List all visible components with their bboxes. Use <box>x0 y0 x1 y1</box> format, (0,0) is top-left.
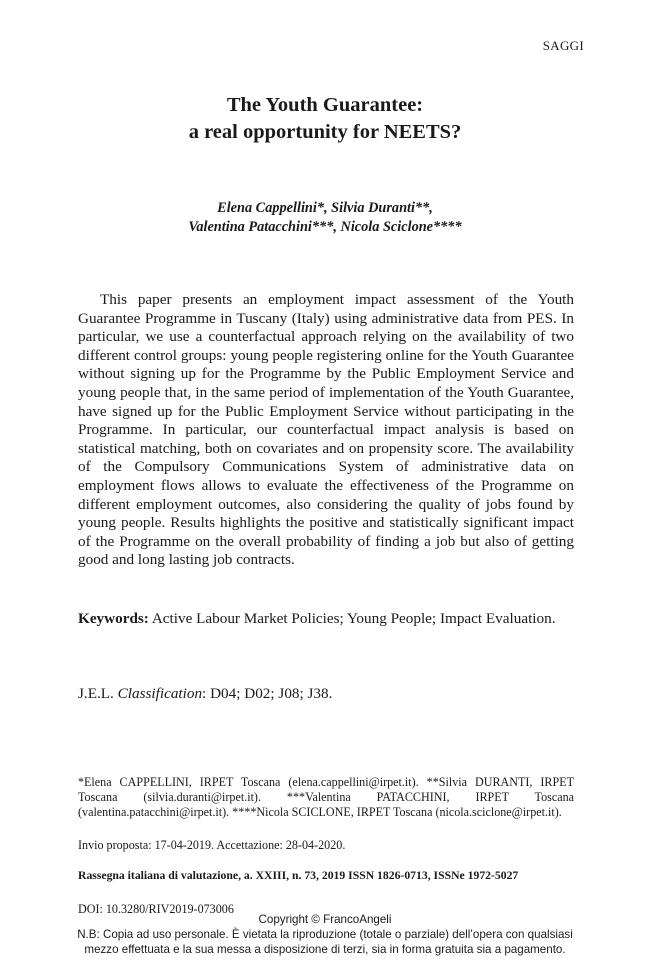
title-line-1: The Youth Guarantee: <box>226 94 424 116</box>
jel-label: Classification <box>117 685 203 702</box>
doi-text: DOI: 10.3280/RIV2019-073006 <box>78 902 234 916</box>
keywords-label: Keywords: <box>78 610 149 627</box>
jel-prefix: J.E.L. <box>78 685 118 702</box>
author-footnote: *Elena CAPPELLINI, IRPET Toscana (elena.cappellini@irpet.it). **Silvia DURANTI, IRPET Toscana (silvia.duranti@irpet.it). ***Valentina PATACCHINI, IRPET Toscana (valentina.patacchini@irpet.it). ****Nicola SCICLONE, IRPET Toscana (nicola.sciclone@irpet.it). <box>78 775 574 820</box>
usage-notice-line-1: N.B: Copia ad uso personale. È vietata la riproduzione (totale o parziale) dell’opera con qualsiasi <box>77 928 573 941</box>
copyright-line: Copyright © FrancoAngeli <box>258 913 392 926</box>
section-label: SAGGI <box>542 38 584 53</box>
title-line-2: a real opportunity for NEETS? <box>188 121 462 143</box>
keywords-text: Active Labour Market Policies; Young People; Impact Evaluation. <box>151 610 556 627</box>
author-list <box>0 199 650 237</box>
submission-dates: Invio proposta: 17-04-2019. Accettazione: 28-04-2020. <box>78 838 346 852</box>
authors-line-1: Elena Cappellini*, Silvia Duranti**, <box>217 200 433 216</box>
copyright-notice <box>0 912 650 957</box>
jel-codes: : D04; D02; J08; J38. <box>202 685 333 702</box>
authors-line-2: Valentina Patacchini***, Nicola Sciclone**** <box>188 219 462 235</box>
usage-notice-line-2: mezzo effettuata e la sua messa a disposizione di terzi, sia in forma gratuita sia a pagamento. <box>84 943 566 956</box>
article-title <box>0 92 650 146</box>
journal-citation: Rassegna italiana di valutazione, a. XXIII, n. 73, 2019 ISSN 1826-0713, ISSNe 1972-5027 <box>78 869 519 882</box>
abstract-paragraph: This paper presents an employment impact assessment of the Youth Guarantee Programme in Tuscany (Italy) using administrative data from PES. In particular, we use a counterfactual approach relying on the availability of two different control groups: young people registering online for the Youth Guarantee without signing up for the Programme by the Public Employment Service and young people that, in the same period of implementation of the Youth Guarantee, have signed up for the Public Employment Service without participating in the Programme. In particular, our counterfactual impact analysis is based on statistical matching, both on covariates and on propensity score. The availability of the Compulsory Communications System of administrative data on employment flows allows to evaluate the effectiveness of the Programme on different employment outcomes, also considering the quality of jobs found by young people. Results highlights the positive and statistically significant impact of the Programme on the overall probability of finding a job but also of getting good and long lasting job contracts. <box>78 291 574 569</box>
jel-classification <box>78 685 574 704</box>
keywords-block <box>78 610 574 629</box>
